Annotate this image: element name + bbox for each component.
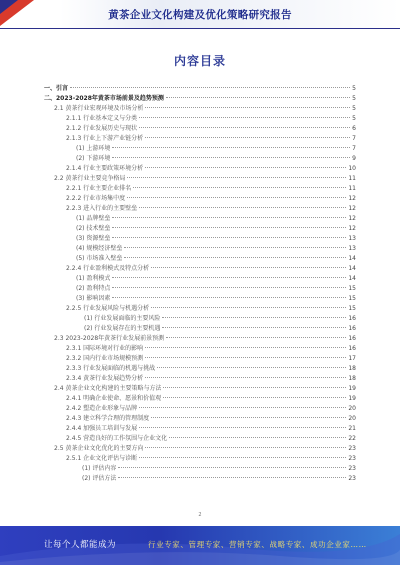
toc-entry-page: 13 [348,235,356,242]
toc-entry-label: 2.4.4 加强员工培训与发展 [66,425,138,432]
toc-entry-label: 2.1.1 行业基本定义与分类 [66,115,138,122]
toc-entry-page: 5 [352,85,356,92]
toc-leader-dots [145,166,346,168]
toc-entry-page: 19 [348,385,356,392]
toc-entry-page: 23 [348,445,356,452]
toc-entry[interactable] [44,454,356,464]
toc-entry[interactable] [44,474,356,484]
toc-heading: 内容目录 [173,54,226,68]
toc-entry-label: (2) 行业发展存在的主要机遇 [84,325,161,332]
page-footer [0,526,400,565]
toc-entry[interactable] [44,194,356,204]
toc-leader-dots [112,236,346,238]
toc-leader-dots [112,146,350,148]
toc-entry-page: 12 [348,195,356,202]
toc-leader-dots [145,136,350,138]
toc-leader-dots [112,276,346,278]
report-title: 黄茶企业文化构建及优化策略研究报告 [108,9,292,21]
toc-entry-page: 15 [348,285,356,292]
toc-entry-label: 2.3.3 行业发展面临的机遇与挑战 [66,365,156,372]
toc-entry-page: 19 [348,395,356,402]
toc-entry[interactable] [44,344,356,354]
toc-entry[interactable] [44,244,356,254]
toc-leader-dots [133,186,346,188]
table-of-contents [44,84,356,484]
toc-leader-dots [145,346,346,348]
toc-entry[interactable] [44,444,356,454]
toc-leader-dots [151,266,346,268]
toc-entry-label: (2) 评估方法 [82,475,117,482]
toc-entry-page: 23 [348,455,356,462]
toc-entry-label: (1) 上游环境 [76,145,111,152]
toc-leader-dots [166,96,350,98]
toc-entry[interactable] [44,364,356,374]
toc-entry-page: 21 [348,425,356,432]
toc-entry-label: 2.2.5 行业发展风险与机遇分析 [66,305,150,312]
toc-entry-page: 22 [348,435,356,442]
toc-entry[interactable] [44,174,356,184]
page-number: 2 [198,512,202,518]
toc-entry-label: 2.3 2023-2028年黄茶行业发展前景预测 [54,335,165,342]
toc-entry-label: 二、2023-2028年黄茶市场前景及趋势预测 [44,95,164,102]
toc-leader-dots [112,296,346,298]
toc-entry-label: (5) 市场准入壁垒 [76,255,123,262]
toc-entry[interactable] [44,284,356,294]
toc-entry-label: 2.3.1 国际环境对行业的影响 [66,345,144,352]
toc-entry[interactable] [44,384,356,394]
toc-entry-page: 16 [348,325,356,332]
toc-entry-label: 2.2.4 行业盈利模式及特点分析 [66,265,150,272]
toc-entry-page: 13 [348,245,356,252]
toc-entry-page: 9 [352,155,356,162]
toc-entry-label: (1) 盈利模式 [76,275,111,282]
toc-leader-dots [112,286,346,288]
toc-leader-dots [169,436,346,438]
toc-entry-label: 2.1 黄茶行业宏观环境及市场分析 [54,105,144,112]
toc-entry-page: 16 [348,315,356,322]
toc-leader-dots [70,86,350,88]
toc-entry-label: 2.4 黄茶企业文化构建的主要策略与方法 [54,385,162,392]
toc-entry-page: 12 [348,205,356,212]
toc-entry-page: 12 [348,215,356,222]
toc-leader-dots [139,456,346,458]
toc-entry-page: 10 [348,165,356,172]
toc-leader-dots [162,326,346,328]
toc-entry-label: 2.3.4 黄茶行业发展趋势分析 [66,375,144,382]
toc-leader-dots [124,256,346,258]
toc-entry[interactable] [44,224,356,234]
toc-entry[interactable] [44,154,356,164]
toc-entry-label: 2.1.3 行业上下游产业链分析 [66,135,144,142]
toc-entry[interactable] [44,414,356,424]
toc-entry-page: 16 [348,345,356,352]
toc-entry-label: 2.1.2 行业发展历史与现状 [66,125,138,132]
toc-entry-label: 2.2.2 行业市场集中度 [66,195,126,202]
toc-entry-page: 18 [348,375,356,382]
toc-entry[interactable] [44,304,356,314]
toc-leader-dots [157,366,346,368]
toc-entry[interactable] [44,374,356,384]
toc-entry-page: 23 [348,465,356,472]
toc-entry-label: 2.3.2 国内行业市场规模预测 [66,355,144,362]
toc-entry-label: (2) 下游环境 [76,155,111,162]
toc-leader-dots [112,226,346,228]
toc-entry[interactable] [44,204,356,214]
toc-leader-dots [162,316,346,318]
toc-leader-dots [139,126,350,128]
toc-entry-label: 2.5.1 企业文化评估与诊断 [66,455,138,462]
toc-entry-page: 15 [348,305,356,312]
toc-entry-page: 17 [348,355,356,362]
toc-entry[interactable] [44,294,356,304]
header-divider [0,28,400,29]
toc-entry[interactable] [44,264,356,274]
toc-leader-dots [163,386,346,388]
toc-entry[interactable] [44,144,356,154]
toc-leader-dots [124,246,346,248]
toc-entry-page: 20 [348,415,356,422]
toc-leader-dots [112,216,346,218]
toc-entry-page: 5 [352,105,356,112]
toc-entry-label: (3) 资源壁垒 [76,235,111,242]
toc-entry[interactable] [44,404,356,414]
toc-entry-label: 一、引言 [44,85,69,92]
toc-entry[interactable] [44,464,356,474]
toc-leader-dots [139,406,346,408]
toc-leader-dots [118,476,346,478]
toc-entry-label: (1) 品牌壁垒 [76,215,111,222]
toc-entry[interactable] [44,334,356,344]
toc-entry[interactable] [44,234,356,244]
toc-entry-page: 6 [352,125,356,132]
toc-leader-dots [163,396,346,398]
toc-entry[interactable] [44,114,356,124]
toc-entry[interactable] [44,124,356,134]
toc-entry-page: 11 [348,175,356,182]
toc-entry[interactable] [44,254,356,264]
toc-leader-dots [166,336,346,338]
toc-entry-label: (1) 行业发展面临的主要风险 [84,315,161,322]
toc-entry-page: 7 [352,145,356,152]
toc-entry-label: 2.1.4 行业主要政策环境分析 [66,165,144,172]
toc-entry-page: 12 [348,225,356,232]
toc-entry-page: 11 [348,185,356,192]
toc-entry-label: 2.2 黄茶行业主要竞争格局 [54,175,126,182]
toc-entry-label: 2.4.3 建立科学合理的管理制度 [66,415,150,422]
toc-entry[interactable] [44,184,356,194]
toc-entry-label: 2.2.3 进入行业的主要壁垒 [66,205,138,212]
toc-entry-label: 2.2.1 行业主要企业排名 [66,185,132,192]
toc-leader-dots [127,176,346,178]
toc-leader-dots [118,466,346,468]
toc-entry[interactable] [44,324,356,334]
toc-leader-dots [151,416,346,418]
toc-leader-dots [145,376,346,378]
toc-entry-label: (2) 盈利特点 [76,285,111,292]
toc-entry-page: 5 [352,95,356,102]
toc-entry-page: 5 [352,115,356,122]
toc-entry-page: 20 [348,405,356,412]
toc-leader-dots [139,116,350,118]
toc-entry[interactable] [44,214,356,224]
toc-entry-page: 14 [348,275,356,282]
toc-entry-page: 23 [348,475,356,482]
toc-entry[interactable] [44,134,356,144]
toc-entry-page: 15 [348,295,356,302]
toc-leader-dots [151,306,346,308]
toc-entry[interactable] [44,354,356,364]
toc-entry[interactable] [44,94,356,104]
toc-entry-page: 18 [348,365,356,372]
page-header [0,0,400,28]
toc-entry[interactable] [44,164,356,174]
toc-entry[interactable] [44,424,356,434]
toc-entry-label: 2.5 黄茶企业文化优化的主要方向 [54,445,144,452]
toc-entry-page: 14 [348,265,356,272]
toc-entry[interactable] [44,394,356,404]
toc-entry-page: 16 [348,335,356,342]
toc-entry-label: (1) 评估内容 [82,465,117,472]
toc-entry-label: 2.4.2 塑造企业形象与品牌 [66,405,138,412]
toc-entry[interactable] [44,104,356,114]
toc-entry[interactable] [44,434,356,444]
toc-entry-page: 7 [352,135,356,142]
toc-entry[interactable] [44,84,356,94]
toc-leader-dots [112,156,350,158]
footer-roles: 行业专家、管理专家、营销专家、战略专家、成功企业家…… [148,540,367,549]
toc-entry-page: 14 [348,255,356,262]
toc-leader-dots [145,106,350,108]
toc-entry[interactable] [44,314,356,324]
toc-entry[interactable] [44,274,356,284]
toc-entry-label: (3) 影响因素 [76,295,111,302]
toc-leader-dots [145,446,346,448]
toc-entry-label: 2.4.5 营造良好的工作氛围与企业文化 [66,435,168,442]
toc-leader-dots [139,426,346,428]
toc-leader-dots [139,206,346,208]
toc-entry-label: 2.4.1 明确企业使命、愿景和价值观 [66,395,162,402]
toc-leader-dots [127,196,346,198]
toc-leader-dots [145,356,346,358]
toc-entry-label: (2) 技术壁垒 [76,225,111,232]
toc-entry-label: (4) 规模经济壁垒 [76,245,123,252]
footer-slogan: 让每个人都能成为 [44,540,117,550]
